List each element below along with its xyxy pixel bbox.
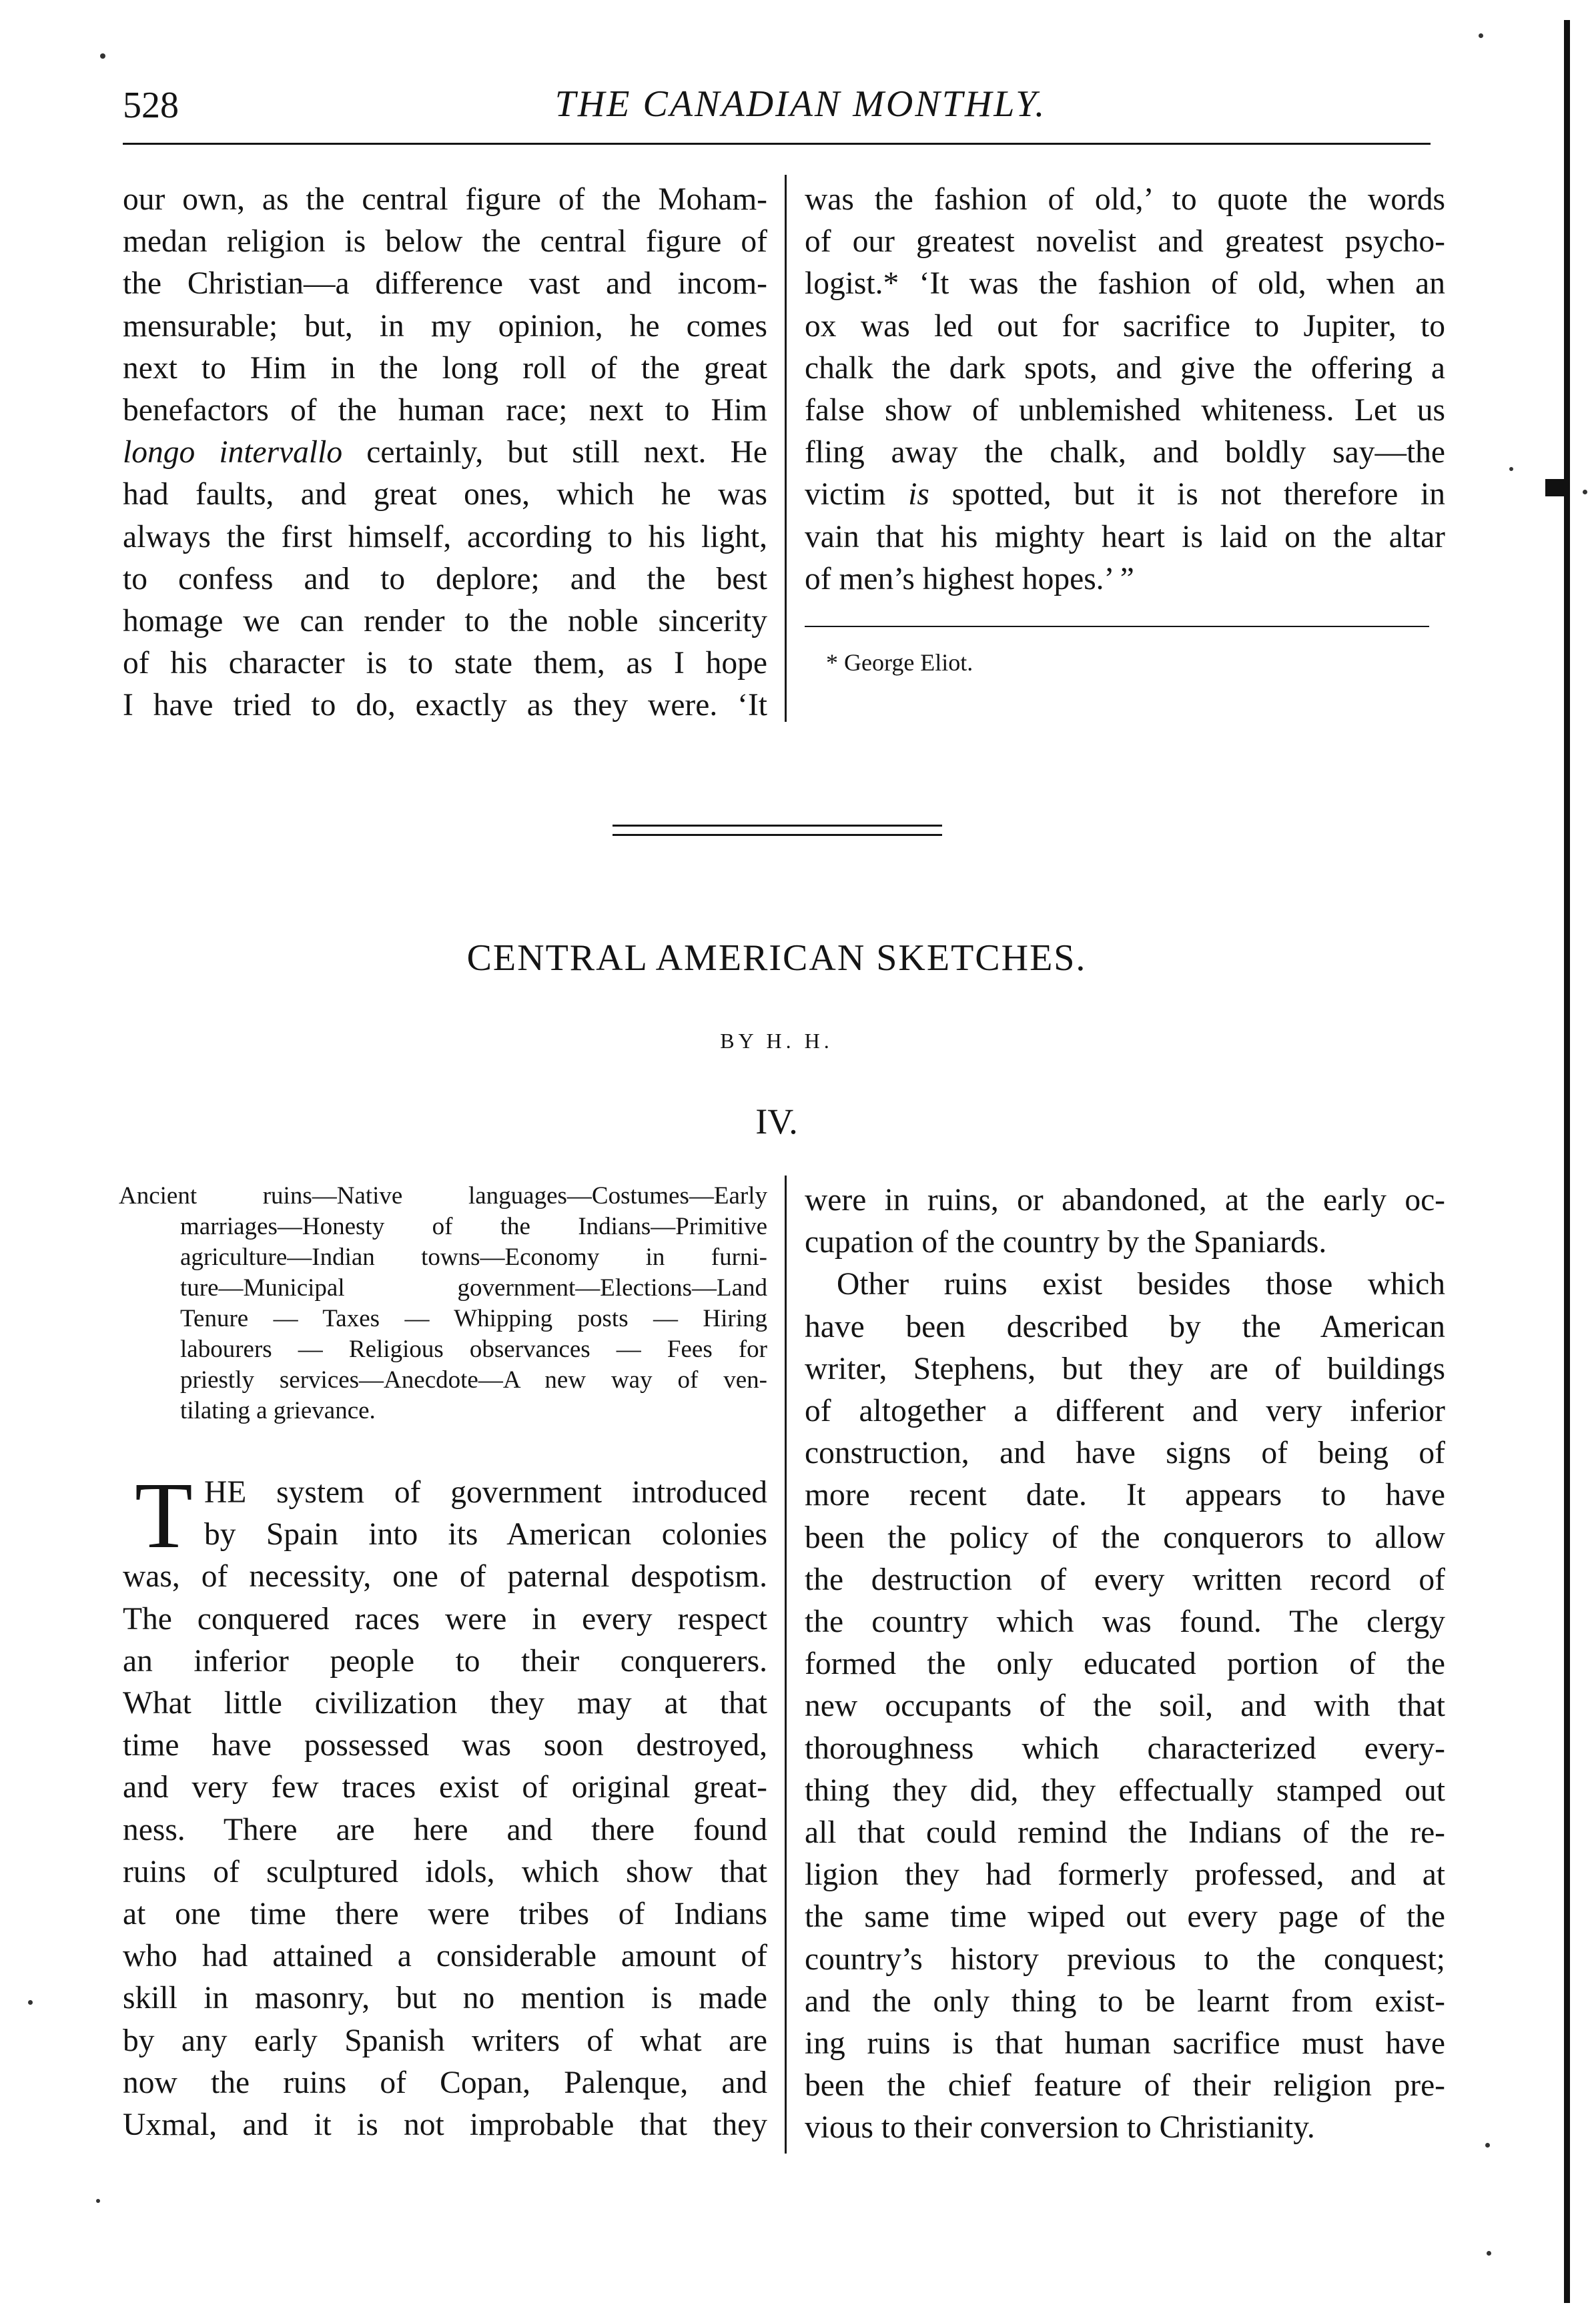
text-line: skill in masonry, but no mention is made (123, 1981, 767, 2016)
text-line: cupation of the country by the Spaniards. (805, 1225, 1327, 1260)
text-line: been the chief feature of their religion pre- (805, 2068, 1445, 2104)
text-line: and very few traces exist of original great- (123, 1770, 767, 1805)
text-line: been the policy of the conquerors to allow (805, 1520, 1445, 1555)
byline: BY H. H. (720, 1029, 833, 1053)
text-line: of his character is to state them, as I hope (123, 646, 767, 681)
text-line: by Spain into its American colonies (204, 1517, 767, 1552)
running-head: THE CANADIAN MONTHLY. (554, 83, 1047, 125)
text-line: Uxmal, and it is not improbable that they (123, 2108, 767, 2143)
prev-left-column (123, 179, 767, 727)
text-line: who had attained a considerable amount of (123, 1939, 767, 1974)
text-line: HE system of government introduced (204, 1475, 767, 1510)
text-line: of our greatest novelist and greatest psycho- (805, 224, 1445, 260)
text-line: writer, Stephens, but they are of buildings (805, 1351, 1445, 1386)
scan-speck (100, 53, 105, 59)
text-line: by any early Spanish writers of what are (123, 2023, 767, 2058)
text-line: Other ruins exist besides those which (837, 1267, 1445, 1302)
text-line: of altogether a different and very inferior (805, 1394, 1445, 1429)
text-line: ox was led out for sacrifice to Jupiter, to (805, 308, 1445, 344)
scan-speck (96, 2199, 100, 2203)
header-rule (123, 143, 1431, 145)
text-line: the destruction of every written record of (805, 1562, 1445, 1597)
italic-word: is (908, 477, 929, 512)
text-line: thoroughness which characterized every- (805, 1731, 1445, 1766)
text-line: were in ruins, or abandoned, at the early oc- (805, 1183, 1445, 1218)
scan-speck (1487, 2251, 1491, 2256)
article-title: CENTRAL AMERICAN SKETCHES. (466, 937, 1087, 979)
scan-speck (28, 2000, 33, 2005)
article-right-column (805, 1180, 1445, 2150)
text-line: country’s history previous to the conquest; (805, 1941, 1445, 1977)
summary-line: Ancient ruins—Native languages—Costumes—Early (119, 1182, 767, 1210)
text-line: vain that his mighty heart is laid on the altar (805, 519, 1445, 554)
text-line: homage we can render to the noble sincerity (123, 604, 767, 639)
text-line: I have tried to do, exactly as they were. ‘It (123, 688, 767, 723)
text-line: new occupants of the soil, and with that (805, 1689, 1445, 1724)
text-line: of men’s highest hopes.’ ” (805, 561, 1134, 596)
text-line: had faults, and great ones, which he was (123, 477, 767, 512)
text-line: more recent date. It appears to have (805, 1478, 1445, 1513)
summary-line: marriages—Honesty of the Indians—Primitive (180, 1213, 767, 1240)
column-rule (785, 175, 787, 722)
text-line (805, 474, 1445, 516)
text-line: vious to their conversion to Christianity. (805, 2110, 1315, 2146)
text-line: medan religion is below the central figure of (123, 224, 767, 260)
text-line: construction, and have signs of being of (805, 1436, 1445, 1471)
text-line (123, 432, 767, 474)
summary-line: labourers — Religious observances — Fees for (180, 1336, 767, 1363)
text-line: false show of unblemished whiteness. Let us (805, 393, 1445, 428)
column-rule (785, 1176, 787, 2154)
scan-speck (1509, 467, 1513, 471)
text-line: What little civilization they may at that (123, 1686, 767, 1721)
summary-line: agriculture—Indian towns—Economy in furni- (180, 1244, 767, 1271)
summary-line: tilating a grievance. (180, 1397, 376, 1424)
text-line: ruins of sculptured idols, which show that (123, 1854, 767, 1889)
part-number: IV. (755, 1101, 798, 1141)
text-line: our own, as the central figure of the Moham- (123, 182, 767, 217)
text-line: ligion they had formerly professed, and at (805, 1857, 1445, 1893)
drop-cap: T (135, 1462, 193, 1568)
text-line: fling away the chalk, and boldly say—the (805, 435, 1445, 470)
text-line: was the fashion of old,’ to quote the words (805, 182, 1445, 217)
footnote-rule (805, 626, 1429, 627)
text-fragment: victim (805, 477, 909, 512)
text-line: mensurable; but, in my opinion, he comes (123, 308, 767, 344)
text-line: next to Him in the long roll of the great (123, 350, 767, 386)
text-line: always the first himself, according to his light, (123, 519, 767, 554)
text-line: was, of necessity, one of paternal despotism. (123, 1559, 767, 1594)
text-line: The conquered races were in every respect (123, 1601, 767, 1637)
text-line: the same time wiped out every page of the (805, 1899, 1445, 1935)
text-line: ing ruins is that human sacrifice must have (805, 2026, 1445, 2061)
scan-speck (1485, 2143, 1490, 2148)
text-line: time have possessed was soon destroyed, (123, 1728, 767, 1763)
text-line: at one time there were tribes of Indians (123, 1897, 767, 1932)
article-summary (119, 1181, 767, 1426)
text-line: benefactors of the human race; next to Him (123, 393, 767, 428)
scan-speck (1583, 490, 1587, 494)
prev-right-column (805, 179, 1445, 600)
text-line: the country which was found. The clergy (805, 1604, 1445, 1640)
text-line: to confess and to deplore; and the best (123, 561, 767, 596)
summary-line: ture—Municipal government—Elections—Land (180, 1274, 767, 1302)
article-left-column (123, 1462, 767, 2146)
text-line: ness. There are here and there found (123, 1812, 767, 1847)
section-rule-top (613, 825, 942, 827)
page-number: 528 (123, 85, 179, 126)
binding-edge-bar (1564, 20, 1570, 2303)
italic-phrase: longo intervallo (123, 435, 343, 470)
text-line: the Christian—a difference vast and incom- (123, 266, 767, 302)
text-fragment: spotted, but it is not therefore in (929, 477, 1445, 512)
text-line: thing they did, they effectually stamped out (805, 1773, 1445, 1808)
footnote: * George Eliot. (826, 649, 973, 676)
binding-edge-notch (1545, 479, 1568, 496)
opening-paragraph (123, 1462, 767, 1568)
scan-speck (1479, 33, 1483, 38)
summary-line: Tenure — Taxes — Whipping posts — Hiring (180, 1305, 767, 1332)
text-line: have been described by the American (805, 1309, 1445, 1344)
text-line: all that could remind the Indians of the re- (805, 1815, 1445, 1851)
summary-line: priestly services—Anecdote—A new way of ven- (180, 1366, 767, 1394)
section-rule-bottom (613, 834, 942, 836)
text-line: formed the only educated portion of the (805, 1647, 1445, 1682)
text-line: chalk the dark spots, and give the offering a (805, 350, 1445, 386)
text-line: an inferior people to their conquerers. (123, 1643, 767, 1679)
text-line: now the ruins of Copan, Palenque, and (123, 2065, 767, 2100)
text-line: and the only thing to be learnt from exist- (805, 1983, 1445, 2019)
text-line: logist.* ‘It was the fashion of old, when an (805, 266, 1445, 302)
text-fragment: certainly, but still next. He (342, 435, 767, 470)
